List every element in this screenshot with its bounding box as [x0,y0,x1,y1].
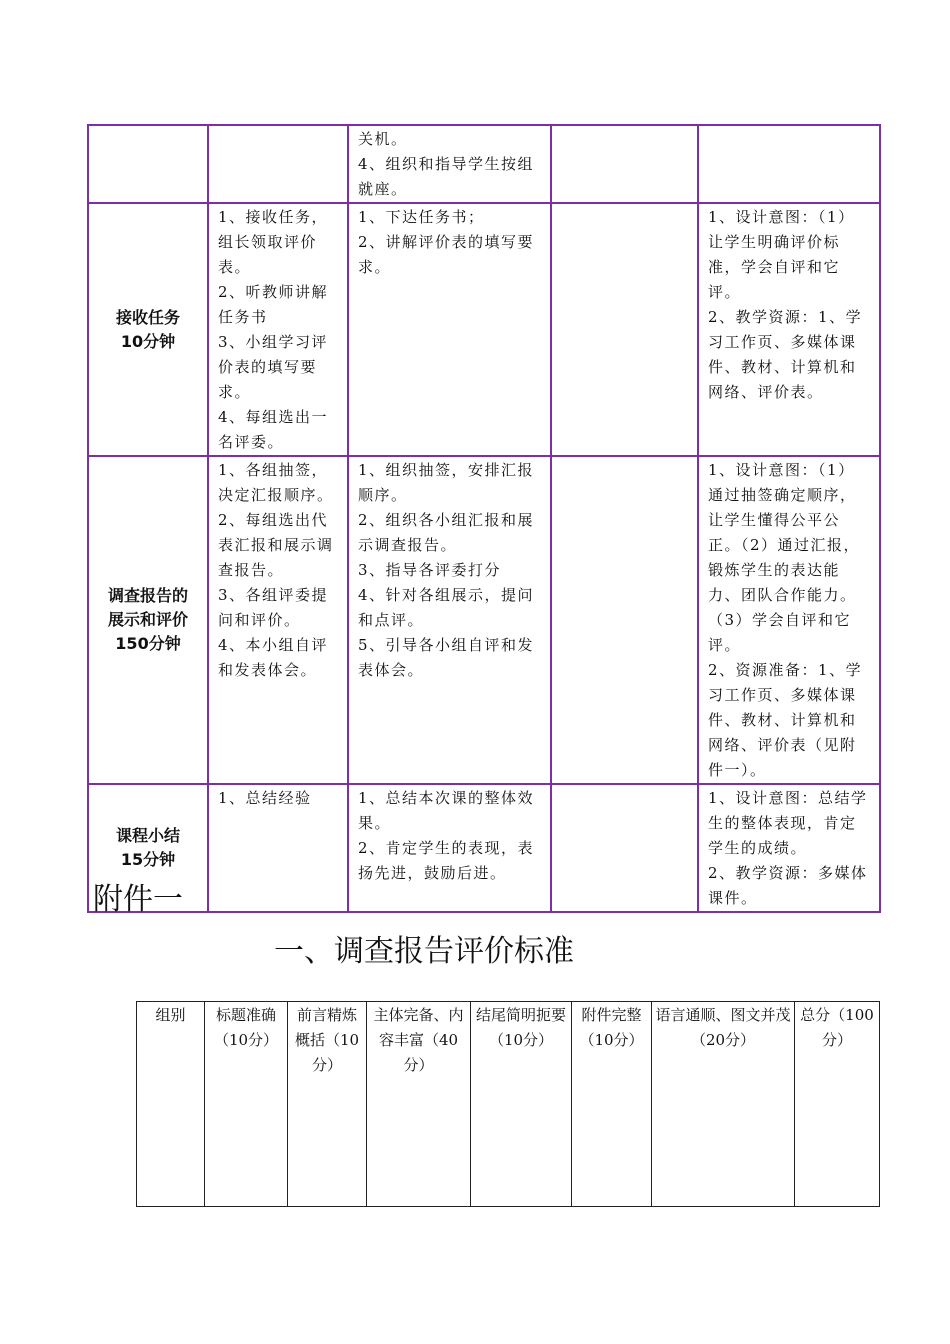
teacher-text: 4、针对各组展示，提问和点评。 [358,586,535,629]
teacher-text: 2、组织各小组汇报和展示调查报告。 [358,511,535,554]
evaluation-header-cell: 总分（100分） [795,1002,880,1207]
student-text: 2、每组选出代表汇报和展示调查报告。 [218,511,334,579]
appendix-label: 附件一 [93,882,183,917]
evaluation-header-cell: 前言精炼概括（10分） [288,1002,367,1207]
student-text: 3、小组学习评价表的填写要求。 [218,333,329,401]
lesson-cell-student [208,125,348,203]
student-text: 2、听教师讲解任务书 [218,283,329,326]
evaluation-header-cell: 结尾简明扼要（10分） [471,1002,572,1207]
lesson-cell-media [551,125,698,203]
evaluation-header-cell: 标题准确（10分） [205,1002,288,1207]
stage-text: 15分钟 [120,850,176,869]
lesson-row [88,125,880,203]
lesson-plan-table [87,124,881,913]
teacher-text: 1、总结本次课的整体效果。 [358,789,535,832]
intent-text: 2、资源准备：1、学习工作页、多媒体课件、教材、计算机和网络、评价表（见附件一）。 [708,661,863,779]
teacher-text: 1、组织抽签，安排汇报顺序。 [358,461,535,504]
intent-text: 1、设计意图：（1）让学生明确评价标准，学会自评和它评。 [708,208,855,301]
lesson-cell-intent [698,784,880,912]
lesson-cell-teacher [348,456,551,784]
lesson-cell-stage [88,203,208,456]
intent-text: 1、设计意图：（1）通过抽签确定顺序，让学生懂得公平公正。（2）通过汇报，锻炼学生的表达能力、团队合作能力。（3）学会自评和它评。 [708,461,861,654]
intent-text: 1、设计意图：总结学生的整体表现，肯定学生的成绩。 [708,789,868,857]
lesson-cell-media [551,784,698,912]
lesson-cell-intent [698,125,880,203]
lesson-cell-teacher [348,203,551,456]
stage-text: 接收任务 [115,307,180,327]
evaluation-header-row [137,1002,880,1207]
teacher-text: 2、讲解评价表的填写要求。 [358,233,535,276]
lesson-cell-teacher [348,784,551,912]
stage-text: 调查报告的 [107,586,188,605]
lesson-cell-student [208,203,348,456]
lesson-row [88,456,880,784]
lesson-row [88,203,880,456]
evaluation-criteria-table [136,1001,880,1207]
student-text: 4、每组选出一名评委。 [218,408,329,451]
lesson-cell-media [551,456,698,784]
stage-text: 150分钟 [115,634,181,653]
teacher-text: 5、引导各小组自评和发表体会。 [358,636,535,679]
stage-text: 展示和评价 [107,610,188,629]
lesson-cell-intent [698,203,880,456]
lesson-row [88,784,880,912]
stage-text: 10分钟 [120,331,176,351]
teacher-text: 3、指导各评委打分 [358,561,502,579]
lesson-cell-teacher [348,125,551,203]
lesson-cell-media [551,203,698,456]
intent-text: 2、教学资源：多媒体课件。 [708,864,868,907]
student-text: 1、各组抽签，决定汇报顺序。 [218,461,334,504]
lesson-cell-stage [88,125,208,203]
appendix-title: 一、调查报告评价标准 [274,934,574,969]
evaluation-header-cell: 组别 [137,1002,205,1207]
teacher-text: 4、组织和指导学生按组就座。 [358,155,535,198]
student-text: 3、各组评委提问和评价。 [218,586,329,629]
student-text: 1、总结经验 [218,789,312,807]
teacher-text: 2、肯定学生的表现，表扬先进，鼓励后进。 [358,839,535,882]
student-text: 4、本小组自评和发表体会。 [218,636,329,679]
teacher-text: 1、下达任务书； [358,208,485,226]
stage-text: 课程小结 [115,826,180,845]
intent-text: 2、教学资源：1、学习工作页、多媒体课件、教材、计算机和网络、评价表。 [708,308,863,401]
evaluation-header-cell: 语言通顺、图文并茂（20分） [652,1002,795,1207]
lesson-cell-student [208,456,348,784]
evaluation-header-cell: 附件完整（10分） [572,1002,652,1207]
lesson-cell-stage [88,456,208,784]
student-text: 1、接收任务，组长领取评价表。 [218,208,329,276]
evaluation-header-cell: 主体完备、内容丰富（40分） [367,1002,471,1207]
lesson-cell-student [208,784,348,912]
lesson-cell-intent [698,456,880,784]
teacher-text: 关机。 [358,130,408,148]
